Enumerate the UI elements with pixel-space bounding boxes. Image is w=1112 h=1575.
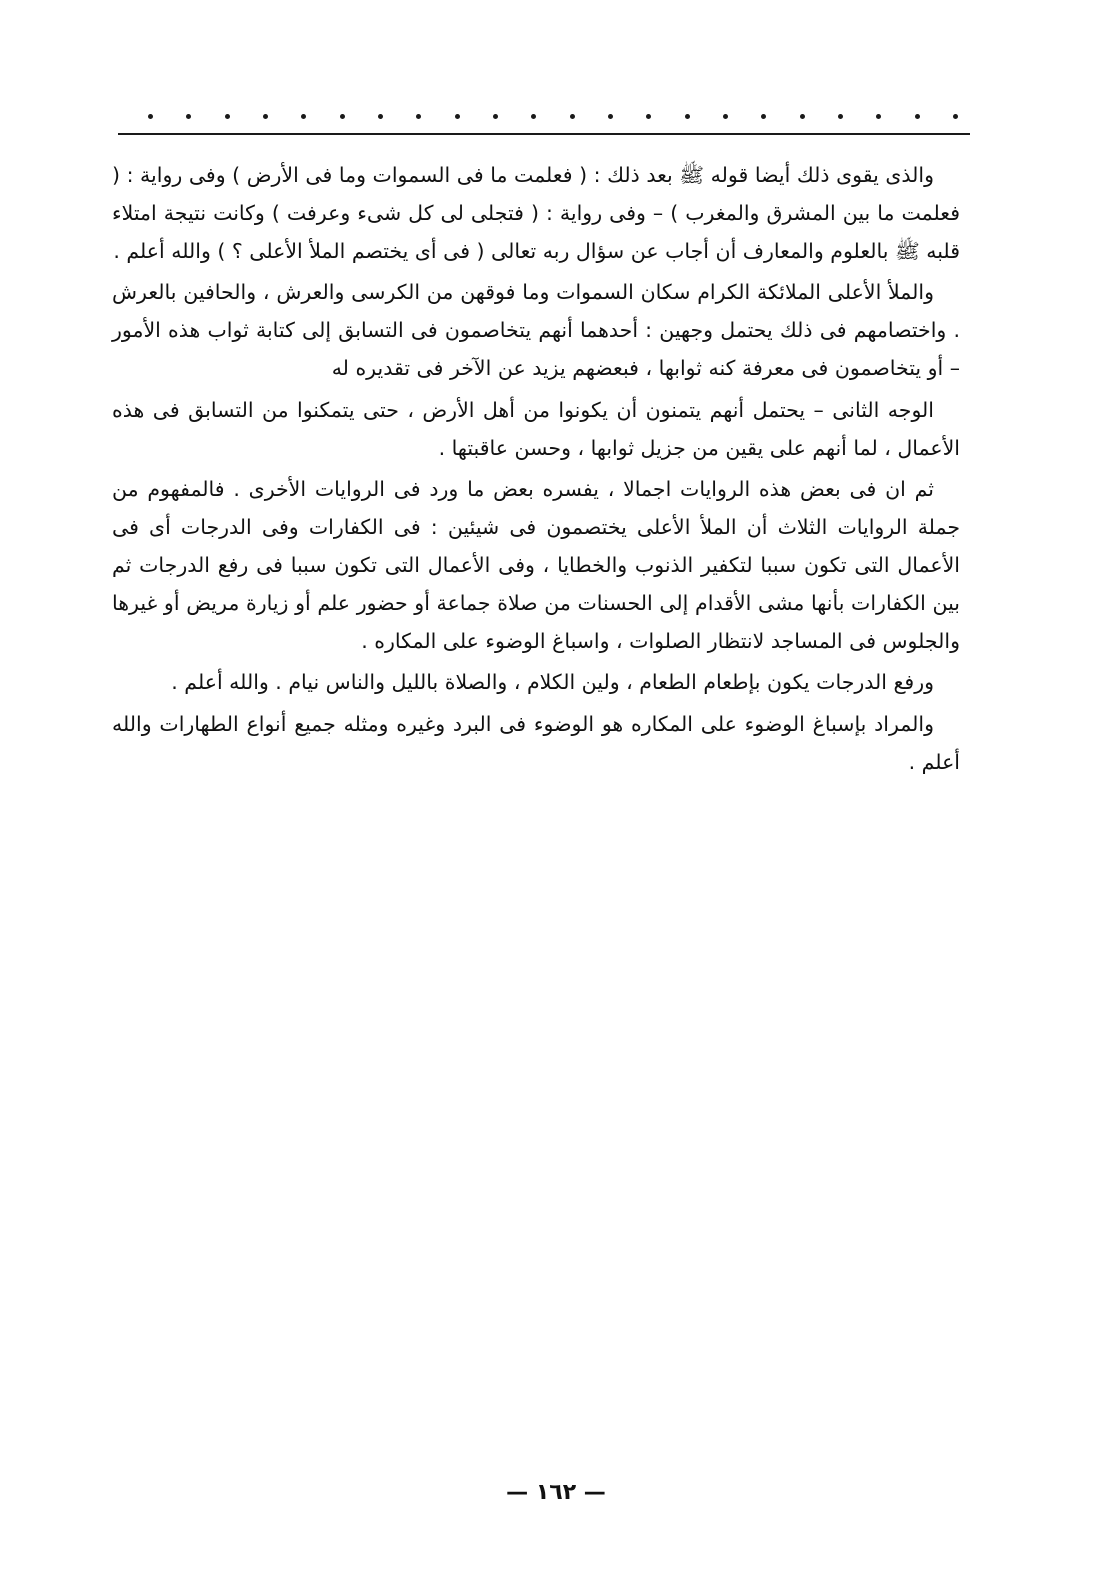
header-dot-ornament bbox=[148, 108, 958, 124]
ornament-dot bbox=[646, 114, 651, 119]
page-body bbox=[112, 157, 960, 782]
body-paragraph: والمراد بإسباغ الوضوء على المكاره هو الوضوء فى البرد وغيره ومثله جميع أنواع الطهارات والله أعلم . bbox=[112, 712, 960, 774]
body-paragraph: الوجه الثانى – يحتمل أنهم يتمنون أن يكونوا من أهل الأرض ، حتى يتمكنوا من التسابق فى هذه الأعمال ، لما أنهم على يقين من جزيل ثوابها ، وحسن عاقبتها . bbox=[112, 397, 960, 460]
ornament-dot bbox=[531, 114, 536, 119]
page-number: — ١٦٢ — bbox=[506, 1480, 606, 1505]
ornament-dot bbox=[186, 114, 191, 119]
body-paragraph: ورفع الدرجات يكون بإطعام الطعام ، ولين الكلام ، والصلاة بالليل والناس نيام . والله أعلم . bbox=[171, 670, 934, 695]
ornament-dot bbox=[761, 114, 766, 119]
ornament-dot bbox=[953, 114, 958, 119]
ornament-dot bbox=[723, 114, 728, 119]
ornament-dot bbox=[301, 114, 306, 119]
ornament-dot bbox=[263, 114, 268, 119]
ornament-dot bbox=[915, 114, 920, 119]
ornament-dot bbox=[340, 114, 345, 119]
ornament-dot bbox=[570, 114, 575, 119]
ornament-dot bbox=[378, 114, 383, 119]
ornament-dot bbox=[876, 114, 881, 119]
ornament-dot bbox=[838, 114, 843, 119]
ornament-dot bbox=[608, 114, 613, 119]
body-paragraph: ثم ان فى بعض هذه الروايات اجمالا ، يفسره بعض ما ورد فى الروايات الأخرى . فالمفهوم من جملة الروايات الثلاث أن الملأ الأعلى يختصمون فى شيئين : فى الكفارات وفى الدرجات أى فى الأعمال التى تكون سببا لتكفير الذنوب والخطايا ، وفى الأعمال التى تكون سببا فى رفع الدرجات ثم بين الكفارات بأنها مشى الأقدام إلى الحسنات من صلاة جماعة أو حضور علم أو زيارة مريض أو غيرها والجلوس فى المساجد لانتظار الصلوات ، واسباغ الوضوء على المكاره . bbox=[112, 477, 960, 653]
ornament-dot bbox=[800, 114, 805, 119]
ornament-dot bbox=[148, 114, 153, 119]
body-paragraph: والذى يقوى ذلك أيضا قوله ﷺ بعد ذلك : ( فعلمت ما فى السموات وما فى الأرض ) وفى رواية : ( فعلمت ما بين المشرق والمغرب ) – وفى رواية : ( فتجلى لى كل شىء وعرفت ) وكانت نتيجة امتلاء قلبه ﷺ بالعلوم والمعارف أن أجاب عن سؤال ربه تعالى ( فى أى يختصم الملأ الأعلى ؟ ) والله أعلم . bbox=[112, 163, 960, 263]
body-paragraph: والملأ الأعلى الملائكة الكرام سكان السموات وما فوقهن من الكرسى والعرش ، والحافين بالعرش . واختصامهم فى ذلك يحتمل وجهين : أحدهما أنهم يتخاصمون فى التسابق إلى كتابة ثواب هذه الأمور – أو يتخاصمون فى معرفة كنه ثوابها ، فبعضهم يزيد عن الآخر فى تقديره له bbox=[112, 280, 960, 380]
ornament-dot bbox=[416, 114, 421, 119]
ornament-dot bbox=[493, 114, 498, 119]
ornament-dot bbox=[455, 114, 460, 119]
header-rule bbox=[118, 133, 970, 135]
ornament-dot bbox=[685, 114, 690, 119]
ornament-dot bbox=[225, 114, 230, 119]
